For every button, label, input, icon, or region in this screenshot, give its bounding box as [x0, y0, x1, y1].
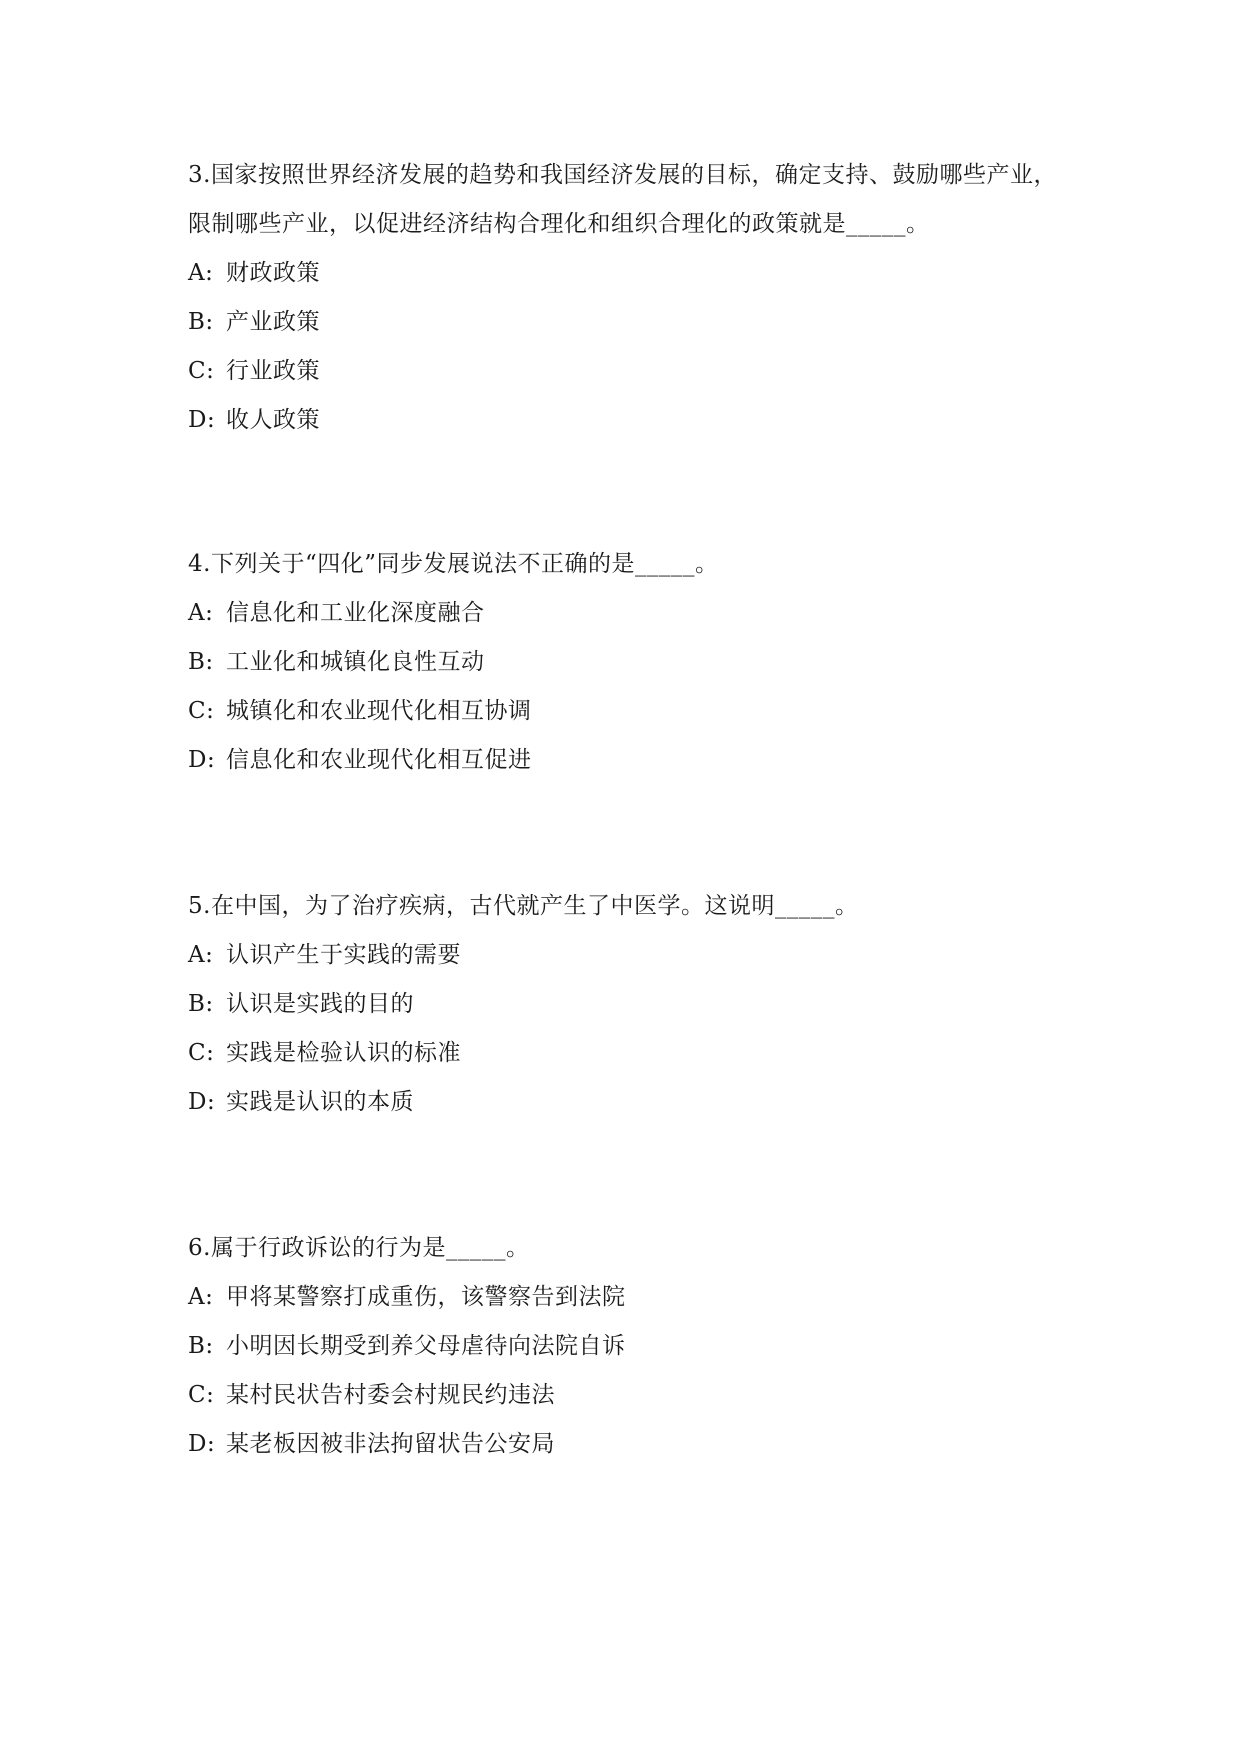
- question-4: [188, 540, 1068, 785]
- option-text: 实践是认识的本质: [226, 1089, 414, 1115]
- option-text: 产业政策: [226, 309, 320, 335]
- option-letter: C:: [188, 1040, 215, 1066]
- option-letter: D:: [188, 747, 216, 773]
- question-stem: 3.国家按照世界经济发展的趋势和我国经济发展的目标，确定支持、鼓励哪些产业，限制哪些产业，以促进经济结构合理化和组织合理化的政策就是_____。: [188, 162, 1057, 237]
- option-d: [188, 1420, 1068, 1469]
- option-a: [188, 1273, 1068, 1322]
- option-letter: D:: [188, 1089, 216, 1115]
- option-letter: A:: [188, 942, 214, 968]
- option-d: [188, 1078, 1068, 1127]
- option-letter: A:: [188, 600, 214, 626]
- option-text: 小明因长期受到养父母虐待向法院自诉: [226, 1333, 626, 1359]
- option-text: 工业化和城镇化良性互动: [226, 649, 485, 675]
- option-text: 某村民状告村委会村规民约违法: [226, 1382, 555, 1408]
- option-a: [188, 931, 1068, 980]
- option-d: [188, 396, 1068, 445]
- option-text: 信息化和农业现代化相互促进: [226, 747, 532, 773]
- question-stem: 4.下列关于“四化”同步发展说法不正确的是_____。: [188, 551, 719, 577]
- option-letter: C:: [188, 698, 215, 724]
- option-b: [188, 1322, 1068, 1371]
- question-stem: 6.属于行政诉讼的行为是_____。: [188, 1235, 530, 1261]
- option-text: 某老板因被非法拘留状告公安局: [226, 1431, 555, 1457]
- option-b: [188, 638, 1068, 687]
- option-b: [188, 298, 1068, 347]
- question-3: [188, 151, 1068, 445]
- option-text: 财政政策: [226, 260, 320, 286]
- option-c: [188, 347, 1068, 396]
- option-letter: D:: [188, 407, 216, 433]
- option-text: 实践是检验认识的标准: [226, 1040, 461, 1066]
- option-letter: C:: [188, 358, 215, 384]
- option-letter: B:: [188, 309, 214, 335]
- option-letter: C:: [188, 1382, 215, 1408]
- option-letter: D:: [188, 1431, 216, 1457]
- option-letter: A:: [188, 260, 214, 286]
- question-stem: 5.在中国，为了治疗疾病，古代就产生了中医学。这说明_____。: [188, 893, 859, 919]
- question-6: [188, 1224, 1068, 1469]
- option-text: 城镇化和农业现代化相互协调: [226, 698, 532, 724]
- option-c: [188, 687, 1068, 736]
- option-c: [188, 1371, 1068, 1420]
- option-text: 认识产生于实践的需要: [226, 942, 461, 968]
- option-text: 信息化和工业化深度融合: [226, 600, 485, 626]
- question-5: [188, 882, 1068, 1127]
- option-letter: B:: [188, 991, 214, 1017]
- option-letter: B:: [188, 649, 214, 675]
- option-text: 认识是实践的目的: [226, 991, 414, 1017]
- option-a: [188, 249, 1068, 298]
- option-c: [188, 1029, 1068, 1078]
- option-d: [188, 736, 1068, 785]
- option-text: 甲将某警察打成重伤，该警察告到法院: [226, 1284, 626, 1310]
- option-text: 收人政策: [226, 407, 320, 433]
- option-b: [188, 980, 1068, 1029]
- option-letter: B:: [188, 1333, 214, 1359]
- option-text: 行业政策: [226, 358, 320, 384]
- option-a: [188, 589, 1068, 638]
- option-letter: A:: [188, 1284, 214, 1310]
